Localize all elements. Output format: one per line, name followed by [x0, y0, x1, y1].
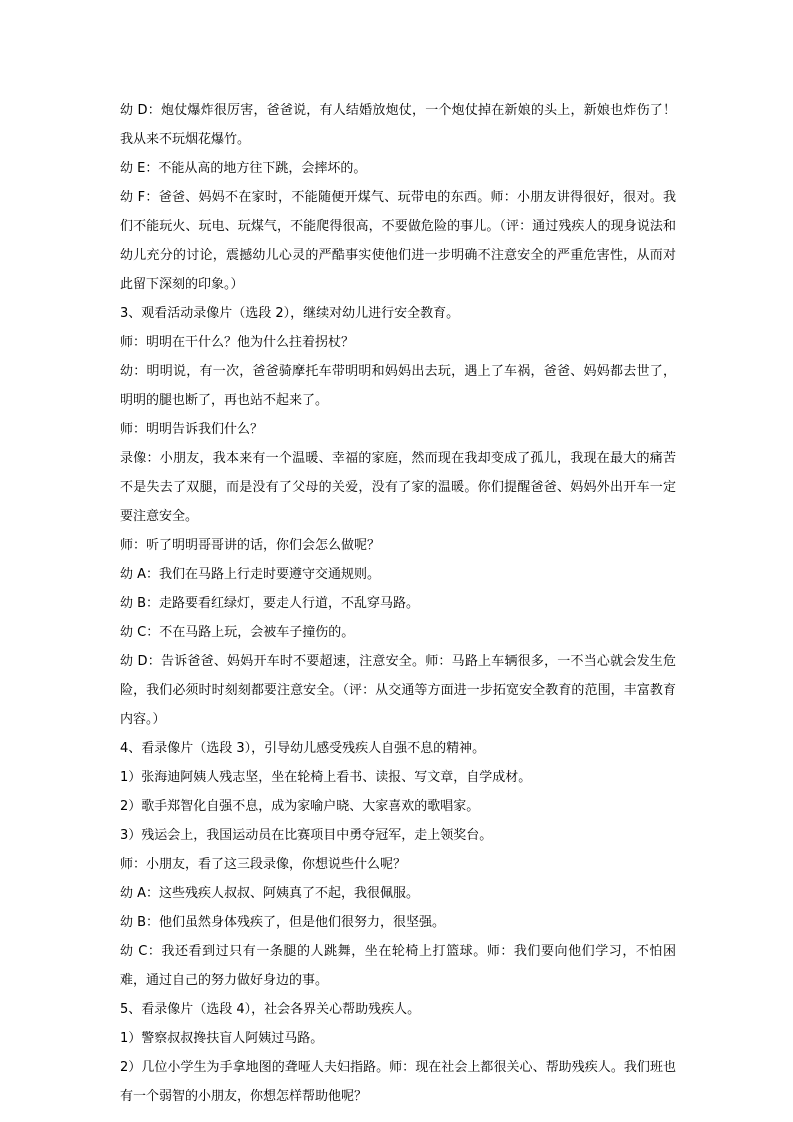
section-heading-step-3: 3、观看活动录像片（选段 2），继续对幼儿进行安全教育。 — [120, 306, 460, 321]
paragraph-child-e-jumping: 幼 E：不能从高的地方往下跳，会摔坏的。 — [120, 161, 367, 176]
paragraph-child-car-accident: 幼：明明说，有一次，爸爸骑摩托车带明明和妈妈出去玩，遇上了车祸，爸爸、妈妈都去世了，明明的腿也断了，再也站不起来了。 — [120, 364, 676, 408]
paragraph-teacher-question-crutches: 师：明明在干什么？他为什么拄着拐杖？ — [120, 335, 355, 350]
list-item-police-help: 1）警察叔叔搀扶盲人阿姨过马路。 — [120, 1031, 324, 1046]
paragraph-child-d-firecrackers: 幼 D：炮仗爆炸很厉害，爸爸说，有人结婚放炮仗，一个炮仗掉在新娘的头上，新娘也炸伤了！我从来不玩烟花爆竹。 — [120, 103, 676, 147]
list-item-paralympics: 3）残运会上，我国运动员在比赛项目中勇夺冠军，走上领奖台。 — [120, 828, 493, 843]
document-body — [120, 96, 676, 1111]
paragraph-child-a-traffic-rules: 幼 A：我们在马路上行走时要遵守交通规则。 — [120, 567, 381, 582]
paragraph-teacher-question-three-videos: 师：小朋友，看了这三段录像，你想说些什么呢？ — [120, 857, 407, 872]
paragraph-teacher-question-message: 师：明明告诉我们什么？ — [120, 422, 264, 437]
paragraph-child-b-traffic-lights: 幼 B：走路要看红绿灯，要走人行道，不乱穿马路。 — [120, 596, 420, 611]
list-item-zhang-haidi: 1）张海迪阿姨人残志坚，坐在轮椅上看书、读报、写文章，自学成材。 — [120, 770, 532, 785]
paragraph-video-message: 录像：小朋友，我本来有一个温暖、幸福的家庭，然而现在我却变成了孤儿，我现在最大的痛苦不是失去了双腿，而是没有了父母的关爱，没有了家的温暖。你们提醒爸爸、妈妈外出开车一定要注意安全。 — [120, 451, 676, 524]
paragraph-child-b-effort: 幼 B：他们虽然身体残疾了，但是他们很努力，很坚强。 — [120, 915, 446, 930]
paragraph-teacher-question-response: 师：听了明明哥哥讲的话，你们会怎么做呢？ — [120, 538, 381, 553]
paragraph-child-c-one-leg: 幼 C：我还看到过只有一条腿的人跳舞，坐在轮椅上打篮球。师：我们要向他们学习，不怕困难，通过自己的努力做好身边的事。 — [120, 944, 676, 988]
section-heading-step-4: 4、看录像片（选段 3），引导幼儿感受残疾人自强不息的精神。 — [120, 741, 486, 756]
list-item-students-help: 2）几位小学生为手拿地图的聋哑人夫妇指路。师：现在社会上都很关心、帮助残疾人。我们班也有一个弱智的小朋友，你想怎样帮助他呢？ — [120, 1060, 676, 1104]
list-item-zheng-zhihua: 2）歌手郑智化自强不息，成为家喻户晓、大家喜欢的歌唱家。 — [120, 799, 480, 814]
paragraph-child-a-admiration: 幼 A：这些残疾人叔叔、阿姨真了不起，我很佩服。 — [120, 886, 420, 901]
paragraph-child-f-gas-electricity: 幼 F：爸爸、妈妈不在家时，不能随便开煤气、玩带电的东西。师：小朋友讲得很好，很对。我们不能玩火、玩电、玩煤气，不能爬得很高，不要做危险的事儿。（评：通过残疾人的现身说法和幼儿充分的讨论，震撼幼儿心灵的严酷事实使他们进一步明确不注意安全的严重危害性，从而对此留下深刻的印象。） — [120, 190, 676, 292]
paragraph-child-d-speeding: 幼 D：告诉爸爸、妈妈开车时不要超速，注意安全。师：马路上车辆很多，一不当心就会发生危险，我们必须时时刻刻都要注意安全。（评：从交通等方面进一步拓宽安全教育的范围，丰富教育内容。） — [120, 654, 676, 727]
section-heading-step-5: 5、看录像片（选段 4），社会各界关心帮助残疾人。 — [120, 1002, 421, 1017]
paragraph-child-c-road-play: 幼 C：不在马路上玩，会被车子撞伤的。 — [120, 625, 355, 640]
